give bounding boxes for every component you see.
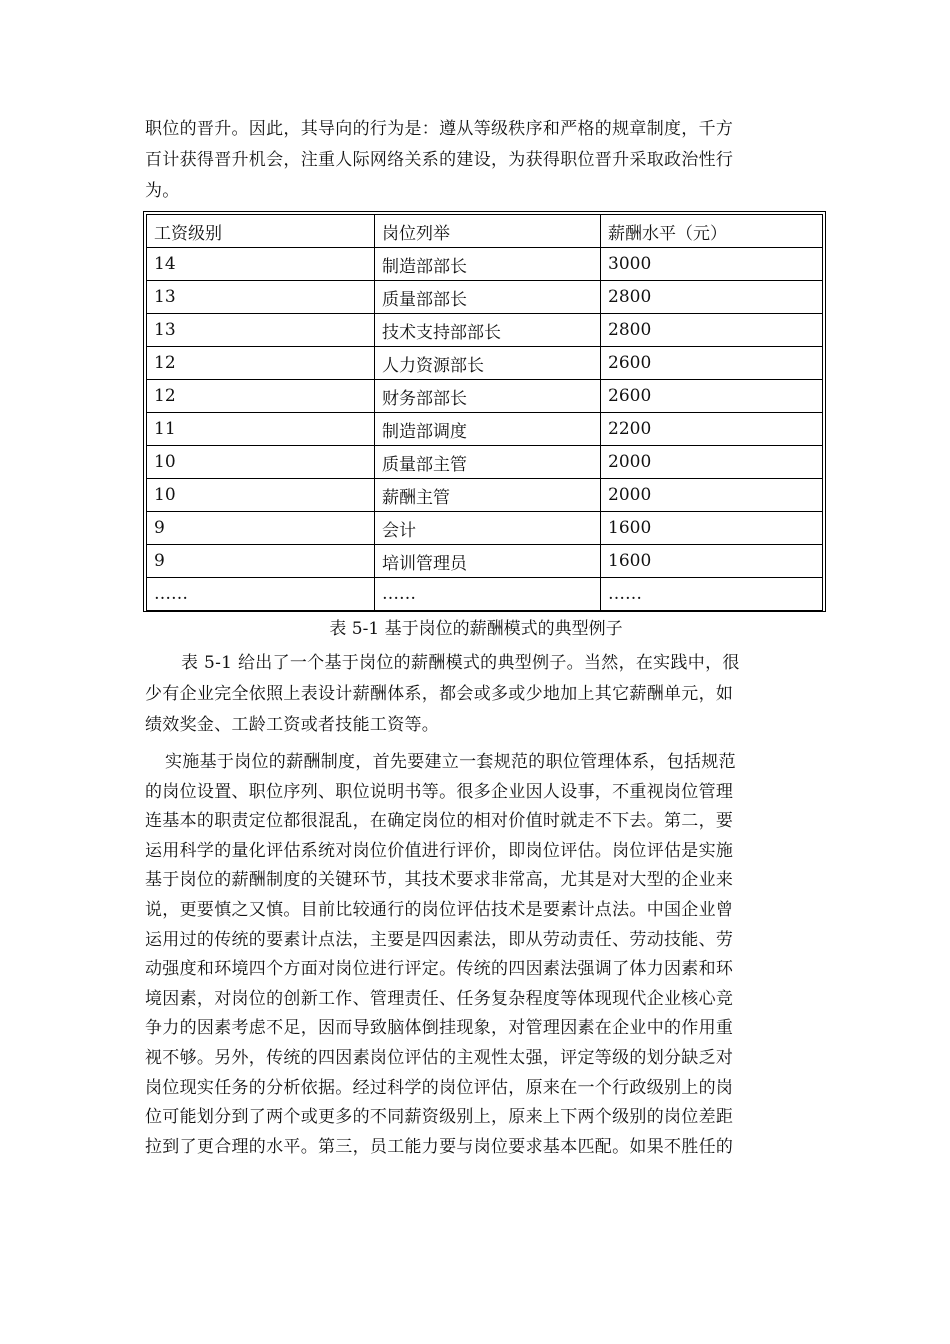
cell-position: 技术支持部部长 bbox=[375, 314, 601, 347]
text-line: 百计获得晋升机会，注重人际网络关系的建设，为获得职位晋升采取政治性行 bbox=[145, 150, 734, 170]
text-line: 少有企业完全依照上表设计薪酬体系，都会或多或少地加上其它薪酬单元，如 bbox=[145, 684, 734, 704]
cell-salary: 2000 bbox=[601, 446, 823, 479]
text-line: 连基本的职责定位都很混乱，在确定岗位的相对价值时就走不下去。第二，要 bbox=[145, 811, 734, 832]
table-row bbox=[147, 545, 823, 578]
cell-grade: 10 bbox=[147, 479, 375, 512]
cell-position: 会计 bbox=[375, 512, 601, 545]
cell-grade: 13 bbox=[147, 281, 375, 314]
text-line: 绩效奖金、工龄工资或者技能工资等。 bbox=[145, 715, 440, 735]
intro-paragraph bbox=[145, 114, 807, 207]
text-line: 运用过的传统的要素计点法，主要是四因素法，即从劳动责任、劳动技能、劳 bbox=[145, 929, 734, 950]
cell-position: 质量部部长 bbox=[375, 281, 601, 314]
text-line: 运用科学的量化评估系统对岗位价值进行评价，即岗位评估。岗位评估是实施 bbox=[145, 840, 734, 861]
table-row bbox=[147, 578, 823, 611]
cell-salary: 2800 bbox=[601, 281, 823, 314]
text-line: 为。 bbox=[145, 181, 180, 201]
text-line: 位可能划分到了两个或更多的不同薪资级别上，原来上下两个级别的岗位差距 bbox=[145, 1107, 734, 1128]
table-row bbox=[147, 512, 823, 545]
cell-position: 制造部部长 bbox=[375, 248, 601, 281]
header-cell-grade: 工资级别 bbox=[147, 215, 375, 248]
cell-salary: 2000 bbox=[601, 479, 823, 512]
table-caption: 表 5-1 基于岗位的薪酬模式的典型例子 bbox=[329, 619, 623, 639]
table-row bbox=[147, 380, 823, 413]
text-line: 动强度和环境四个方面对岗位进行评定。传统的四因素法强调了体力因素和环 bbox=[145, 959, 734, 980]
cell-position: …… bbox=[375, 578, 601, 611]
body-paragraph bbox=[145, 648, 807, 741]
salary-table-frame bbox=[143, 211, 826, 612]
cell-grade: 10 bbox=[147, 446, 375, 479]
table-row bbox=[147, 479, 823, 512]
cell-salary: 1600 bbox=[601, 512, 823, 545]
cell-salary: 1600 bbox=[601, 545, 823, 578]
cell-salary: 2600 bbox=[601, 380, 823, 413]
cell-salary: 2600 bbox=[601, 347, 823, 380]
table-row bbox=[147, 347, 823, 380]
cell-salary: 3000 bbox=[601, 248, 823, 281]
text-line: 争力的因素考虑不足，因而导致脑体倒挂现象，对管理因素在企业中的作用重 bbox=[145, 1018, 734, 1039]
text-line: 实施基于岗位的薪酬制度，首先要建立一套规范的职位管理体系，包括规范 bbox=[165, 752, 736, 772]
cell-position: 质量部主管 bbox=[375, 446, 601, 479]
cell-grade: 12 bbox=[147, 380, 375, 413]
text-line: 职位的晋升。因此，其导向的行为是：遵从等级秩序和严格的规章制度，千方 bbox=[145, 119, 734, 139]
cell-grade: 12 bbox=[147, 347, 375, 380]
cell-position: 培训管理员 bbox=[375, 545, 601, 578]
cell-grade: 14 bbox=[147, 248, 375, 281]
cell-grade: 9 bbox=[147, 512, 375, 545]
text-line: 视不够。另外，传统的四因素岗位评估的主观性太强，评定等级的划分缺乏对 bbox=[145, 1047, 734, 1068]
cell-grade: 13 bbox=[147, 314, 375, 347]
text-line: 表 5-1 给出了一个基于岗位的薪酬模式的典型例子。当然，在实践中，很 bbox=[181, 653, 740, 673]
salary-table bbox=[146, 214, 823, 611]
text-line: 说，更要慎之又慎。目前比较通行的岗位评估技术是要素计点法。中国企业曾 bbox=[145, 899, 734, 920]
cell-salary: 2800 bbox=[601, 314, 823, 347]
cell-grade: …… bbox=[147, 578, 375, 611]
text-line: 岗位现实任务的分析依据。经过科学的岗位评估，原来在一个行政级别上的岗 bbox=[145, 1077, 734, 1098]
table-row bbox=[147, 314, 823, 347]
cell-grade: 9 bbox=[147, 545, 375, 578]
table-row bbox=[147, 446, 823, 479]
cell-position: 人力资源部长 bbox=[375, 347, 601, 380]
table-row bbox=[147, 281, 823, 314]
text-line: 基于岗位的薪酬制度的关键环节，其技术要求非常高，尤其是对大型的企业来 bbox=[145, 870, 734, 891]
cell-position: 制造部调度 bbox=[375, 413, 601, 446]
cell-position: 财务部部长 bbox=[375, 380, 601, 413]
table-row bbox=[147, 248, 823, 281]
cell-salary: …… bbox=[601, 578, 823, 611]
cell-grade: 11 bbox=[147, 413, 375, 446]
text-line: 境因素，对岗位的创新工作、管理责任、任务复杂程度等体现现代企业核心竞 bbox=[145, 988, 734, 1009]
header-cell-salary: 薪酬水平（元） bbox=[601, 215, 823, 248]
body-paragraph bbox=[145, 748, 807, 1162]
text-line: 拉到了更合理的水平。第三，员工能力要与岗位要求基本匹配。如果不胜任的 bbox=[145, 1136, 734, 1157]
table-row bbox=[147, 413, 823, 446]
text-line: 的岗位设置、职位序列、职位说明书等。很多企业因人设事，不重视岗位管理 bbox=[145, 781, 734, 802]
header-cell-position: 岗位列举 bbox=[375, 215, 601, 248]
cell-position: 薪酬主管 bbox=[375, 479, 601, 512]
table-header-row bbox=[147, 215, 823, 248]
cell-salary: 2200 bbox=[601, 413, 823, 446]
